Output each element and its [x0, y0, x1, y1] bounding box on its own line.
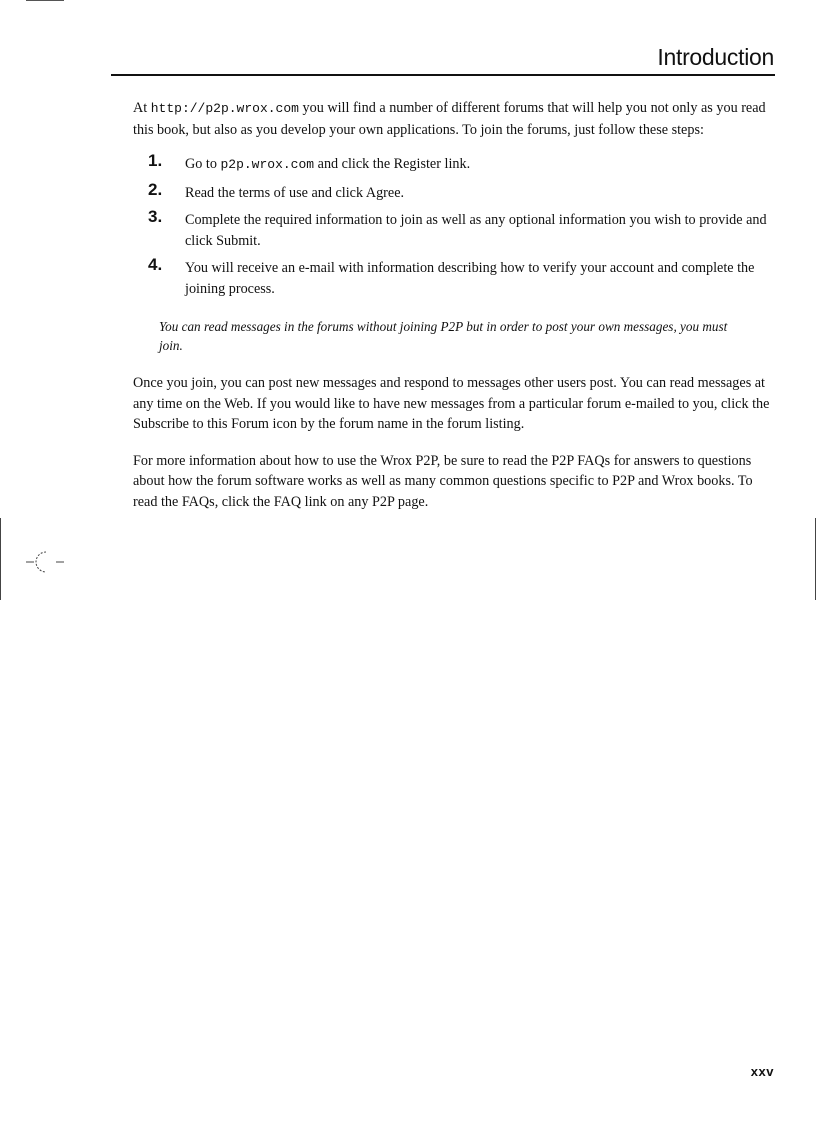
join-steps-list — [133, 151, 773, 299]
intro-suffix: you will find a number of different forums that will help you not only as you read this book, but also as you develop your own applications. To join the forums, just follow these steps: — [133, 100, 766, 138]
step-text: Complete the required information to join as well as any optional information you wish to provide and click Submit. — [185, 212, 767, 249]
intro-prefix: At — [133, 100, 151, 116]
margin-line-left — [0, 518, 1, 600]
step-item — [133, 179, 773, 204]
step-number: 4. — [148, 255, 163, 274]
intro-paragraph — [133, 98, 773, 140]
step-number: 2. — [148, 179, 163, 199]
step-text-prefix: Go to — [185, 156, 221, 172]
step-item — [133, 207, 773, 251]
registration-mark-icon — [24, 548, 68, 576]
forum-url: http://p2p.wrox.com — [150, 101, 299, 116]
header-rule — [111, 74, 775, 76]
running-header-title: Introduction — [657, 44, 774, 70]
step-item — [133, 255, 773, 299]
step-text-suffix: and click the Register link. — [314, 156, 471, 172]
step-item — [133, 151, 773, 176]
italic-note: You can read messages in the forums without joining P2P but in order to post your own messages, you must join. — [159, 319, 728, 353]
body-paragraph-faq: For more information about how to use the Wrox P2P, be sure to read the P2P FAQs for answers to questions about how the forum software works as well as many common questions specific to P2P and Wrox books. To read the FAQs, click the FAQ link on any P2P page. — [133, 452, 753, 510]
step-text: You will receive an e-mail with information describing how to verify your account and complete the joining process. — [185, 260, 755, 297]
crop-mark-top — [26, 0, 64, 1]
step-code: p2p.wrox.com — [220, 157, 315, 172]
body-paragraph-join: Once you join, you can post new messages and respond to messages other users post. You can read messages at any time on the Web. If you would like to have new messages from a particular forum e-mailed to you, click the Subscribe to this Forum icon by the forum name in the forum listing. — [133, 375, 770, 432]
step-number: 1. — [148, 151, 163, 170]
step-number: 3. — [148, 207, 163, 226]
page-number: xxv — [750, 1064, 774, 1079]
page-body — [133, 98, 773, 512]
step-text: Read the terms of use and click Agree. — [185, 184, 405, 201]
